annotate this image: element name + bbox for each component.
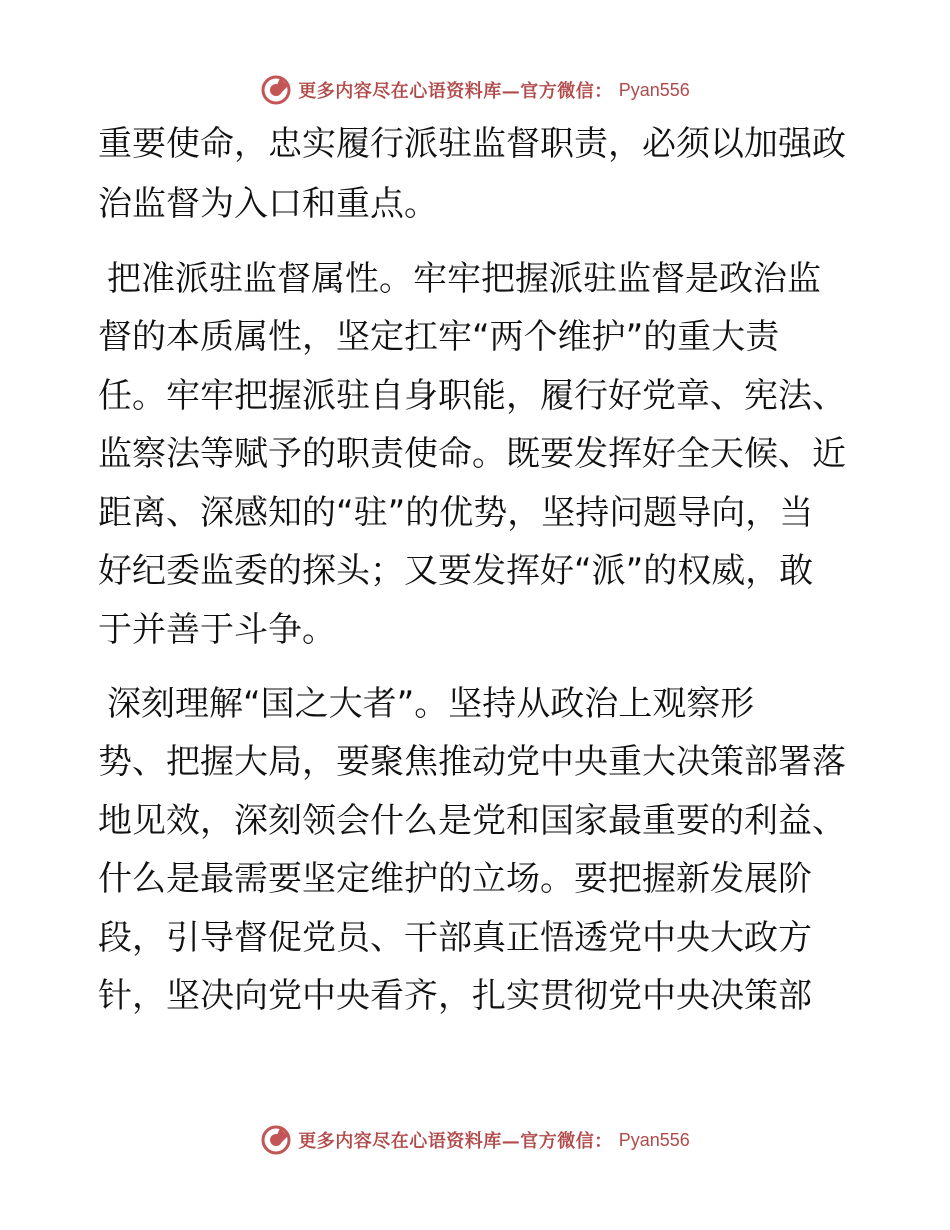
- logo-icon: [260, 74, 292, 106]
- watermark-id: Pyan556: [618, 1129, 690, 1150]
- watermark-id: Pyan556: [618, 79, 690, 100]
- watermark-text: 更多内容尽在心语资料库—官方微信：: [298, 81, 613, 102]
- logo-icon: [260, 1124, 292, 1156]
- footer-watermark: [0, 1120, 950, 1160]
- text-line: 好纪委监委的探头；又要发挥好“派”的权威，敢: [98, 551, 814, 591]
- text-line: 重要使命，忠实履行派驻监督职责，必须以加强政: [98, 124, 846, 164]
- text-line: 什么是最需要坚定维护的立场。要把握新发展阶: [98, 859, 812, 899]
- header-watermark: [0, 70, 950, 110]
- text-line: 距离、深感知的“驻”的优势，坚持问题导向，当: [98, 493, 814, 533]
- text-line: 势、把握大局，要聚焦推动党中央重大决策部署落: [98, 742, 846, 782]
- text-line: 任。牢牢把握派驻自身职能，履行好党章、宪法、: [98, 376, 846, 416]
- text-line: 监察法等赋予的职责使命。既要发挥好全天候、近: [98, 434, 846, 474]
- text-line: 督的本质属性，坚定扛牢“两个维护”的重大责: [98, 317, 780, 357]
- text-line: 针，坚决向党中央看齐，扎实贯彻党中央决策部: [98, 976, 812, 1016]
- text-line: 治监督为入口和重点。: [98, 184, 438, 224]
- text-line: 段，引导督促党员、干部真正悟透党中央大政方: [98, 918, 812, 958]
- watermark-text: 更多内容尽在心语资料库—官方微信：: [298, 1131, 613, 1152]
- text-line: 于并善于斗争。: [98, 610, 336, 650]
- text-line: 地见效，深刻领会什么是党和国家最重要的利益、: [98, 801, 846, 841]
- paragraph-start-line: 深刻理解“国之大者”。坚持从政治上观察形: [107, 684, 755, 724]
- paragraph-start-line: 把准派驻监督属性。牢牢把握派驻监督是政治监: [107, 259, 821, 299]
